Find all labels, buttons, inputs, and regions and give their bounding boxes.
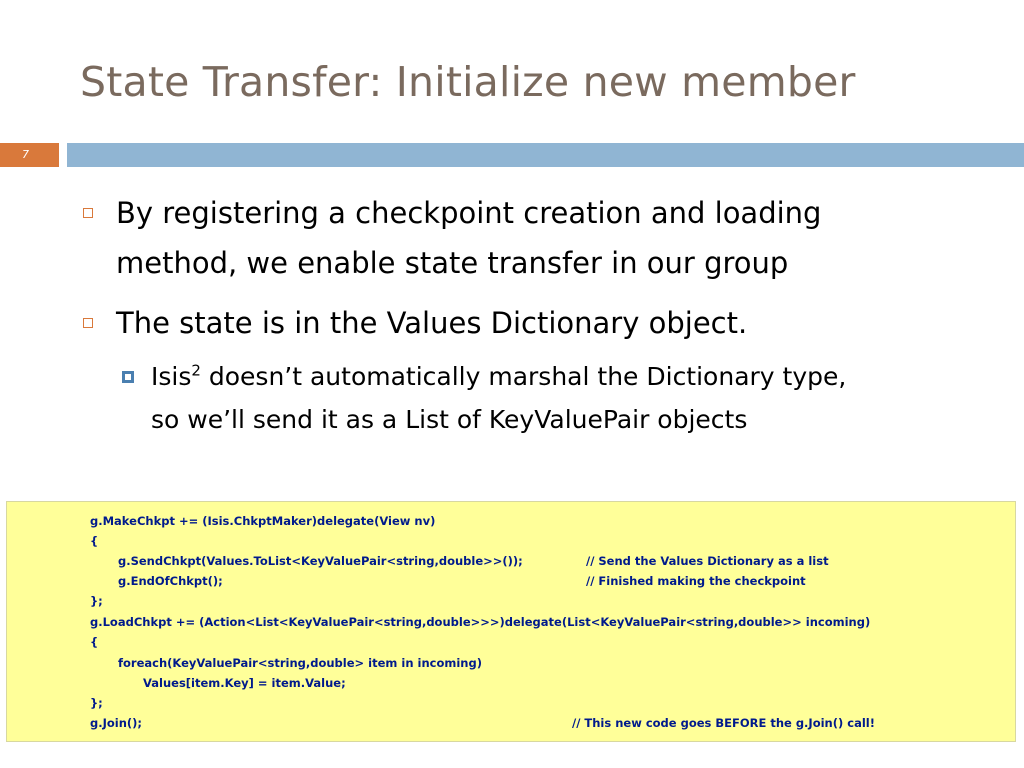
slide-number-box bbox=[0, 143, 59, 167]
code-line: g.LoadChkpt += (Action<List<KeyValuePair<string,double>>>)delegate(List<KeyValuePair<string,double>> incoming) bbox=[90, 615, 871, 629]
bullet-icon bbox=[83, 208, 93, 218]
code-line: g.MakeChkpt += (Isis.ChkptMaker)delegate(View nv) bbox=[90, 514, 436, 528]
bullet-text: By registering a checkpoint creation and loading bbox=[116, 196, 822, 230]
bullet-text: The state is in the Values Dictionary object. bbox=[116, 306, 748, 340]
bullet-icon bbox=[83, 318, 93, 328]
code-line: g.Join(); bbox=[90, 716, 143, 730]
code-comment: // This new code goes BEFORE the g.Join() call! bbox=[572, 716, 875, 730]
code-line: }; bbox=[90, 594, 103, 608]
slide-number: 7 bbox=[22, 148, 29, 161]
sub-bullet-text-continued: so we’ll send it as a List of KeyValuePair objects bbox=[151, 405, 748, 434]
sub-bullet-text bbox=[151, 356, 846, 397]
bullet-text-continued: method, we enable state transfer in our group bbox=[116, 246, 789, 280]
title-underline-bar bbox=[67, 143, 1024, 167]
code-line: g.SendChkpt(Values.ToList<KeyValuePair<string,double>>()); bbox=[118, 554, 523, 568]
code-comment: // Finished making the checkpoint bbox=[586, 574, 806, 588]
code-line: { bbox=[90, 534, 99, 548]
code-box bbox=[6, 501, 1016, 742]
code-line: Values[item.Key] = item.Value; bbox=[143, 676, 346, 690]
code-line: foreach(KeyValuePair<string,double> item in incoming) bbox=[118, 656, 482, 670]
code-line: }; bbox=[90, 696, 103, 710]
sub-bullet-rest: doesn’t automatically marshal the Dictionary type, bbox=[200, 362, 847, 391]
slide-title: State Transfer: Initialize new member bbox=[80, 58, 856, 106]
sub-bullet-prefix: Isis bbox=[151, 362, 192, 391]
sub-bullet-icon bbox=[122, 371, 134, 383]
sub-bullet-superscript: 2 bbox=[191, 361, 201, 380]
code-line: { bbox=[90, 635, 99, 649]
code-line: g.EndOfChkpt(); bbox=[118, 574, 223, 588]
code-comment: // Send the Values Dictionary as a list bbox=[586, 554, 829, 568]
